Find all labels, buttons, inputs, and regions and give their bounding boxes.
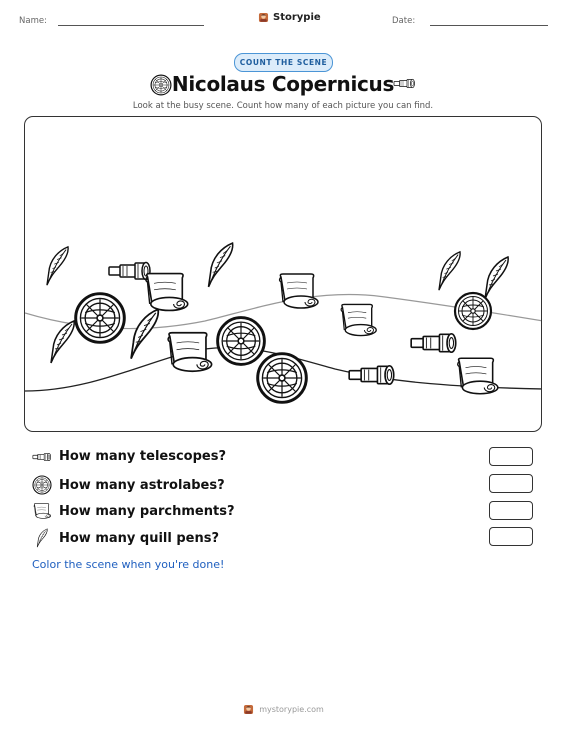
quill-icon	[439, 252, 460, 290]
question-quills	[32, 528, 219, 548]
busy-scene	[24, 116, 542, 432]
astrolabe-icon	[32, 475, 52, 495]
storypie-icon	[242, 703, 255, 716]
brand-name: Storypie	[273, 12, 321, 23]
question-parchments	[32, 502, 234, 520]
page-title: Nicolaus Copernicus	[171, 72, 395, 96]
quill-icon	[485, 257, 508, 299]
footer	[0, 703, 566, 716]
quill-icon	[32, 528, 52, 548]
question-text: How many parchments?	[59, 503, 235, 519]
scene-illustration	[25, 117, 542, 432]
answer-box-telescopes[interactable]	[489, 447, 533, 466]
quill-icon	[209, 243, 233, 287]
quill-icon	[47, 247, 68, 285]
telescope-icon	[32, 452, 52, 462]
storypie-icon	[257, 11, 270, 24]
quill-icon	[131, 309, 158, 358]
question-telescopes	[32, 449, 226, 464]
date-line[interactable]	[430, 25, 548, 26]
color-instruction: Color the scene when you're done!	[32, 558, 225, 571]
name-label: Name:	[19, 16, 47, 26]
question-text: How many telescopes?	[59, 449, 227, 464]
parchment-icon	[32, 502, 52, 520]
parchment-icon	[341, 304, 376, 335]
name-line[interactable]	[58, 25, 204, 26]
parchment-icon	[280, 274, 319, 308]
instructions: Look at the busy scene. Count how many of each picture you can find.	[132, 101, 434, 111]
activity-badge: COUNT THE SCENE	[234, 53, 333, 72]
telescope-icon	[411, 334, 456, 352]
telescope-icon	[393, 78, 416, 89]
astrolabe-icon	[455, 293, 491, 329]
question-astrolabes	[32, 475, 225, 495]
telescope-icon	[349, 366, 394, 384]
quill-icon	[51, 321, 74, 363]
answer-box-quills[interactable]	[489, 527, 533, 546]
parchment-icon	[168, 333, 212, 371]
astrolabe-icon	[258, 354, 307, 403]
astrolabe-icon	[76, 294, 125, 343]
telescope-icon	[109, 263, 150, 280]
question-text: How many quill pens?	[59, 530, 220, 546]
parchment-icon	[146, 274, 188, 311]
answer-box-parchments[interactable]	[489, 501, 533, 520]
brand-logo	[257, 11, 321, 24]
footer-url[interactable]: mystorypie.com	[259, 705, 324, 714]
question-text: How many astrolabes?	[59, 477, 225, 493]
parchment-icon	[458, 358, 498, 393]
astrolabe-icon	[218, 318, 265, 365]
date-label: Date:	[392, 16, 416, 26]
answer-box-astrolabes[interactable]	[489, 474, 533, 493]
